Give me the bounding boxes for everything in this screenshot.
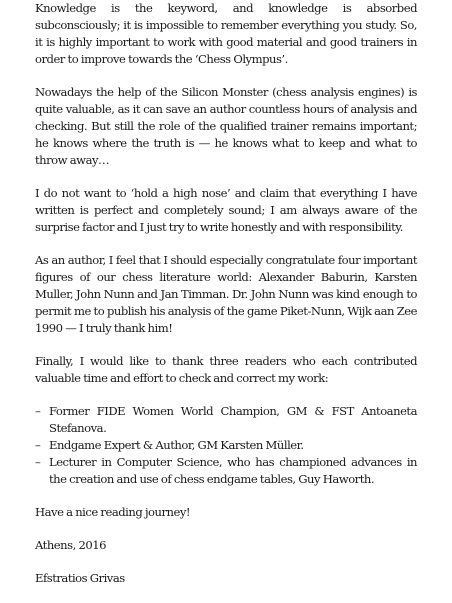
paragraph-thanks-readers: Finally, I would like to thank three readers who each contributed valuable time and effort to check and correct my work: <box>35 354 417 385</box>
list-item <box>35 437 417 454</box>
paragraph-silicon-monster: Nowadays the help of the Silicon Monster (chess analysis engines) is quite valuable, as it can save an author countless hours of analysis and checking. But still the role of the qualified trainer remains important; he knows where the truth is — he knows what to keep and what to throw away… <box>35 85 417 167</box>
document-page <box>35 0 417 603</box>
list-dash: – <box>35 438 41 452</box>
list-item-text: Former FIDE Women World Champion, GM & FST Antoaneta Stefanova. <box>49 404 417 435</box>
list-item <box>35 403 417 437</box>
paragraph-knowledge: Knowledge is the keyword, and knowledge is absorbed subconsciously; it is impossible to remember everything you study. So, it is highly important to work with good material and good trainers in order to improve towards the ‘Chess Olympus’. <box>35 1 417 66</box>
paragraph-congratulations: As an author, I feel that I should especially congratulate four important figures of our chess literature world: Alexander Baburin, Karsten Muller, John Nunn and Jan Timman. Dr. John Nunn was kind enough to permit me to publish his analysis of the game Piket-Nunn, Wijk aan Zee 1990 — I truly thank him! <box>35 253 417 335</box>
paragraph-high-nose: I do not want to ‘hold a high nose’ and claim that everything I have written is perfect and completely sound; I am always aware of the surprise factor and I just try to write honestly and with responsibility. <box>35 186 417 234</box>
list-item <box>35 454 417 488</box>
reviewers-list <box>35 403 417 488</box>
list-dash: – <box>35 455 41 469</box>
list-item-text: Endgame Expert & Author, GM Karsten Müller. <box>49 438 304 452</box>
place-date: Athens, 2016 <box>35 538 106 552</box>
list-item-text: Lecturer in Computer Science, who has championed advances in the creation and use of chess endgame tables, Guy Haworth. <box>49 455 417 486</box>
closing-line: Have a nice reading journey! <box>35 505 191 519</box>
list-dash: – <box>35 404 41 418</box>
author-signature: Efstratios Grivas <box>35 571 125 585</box>
